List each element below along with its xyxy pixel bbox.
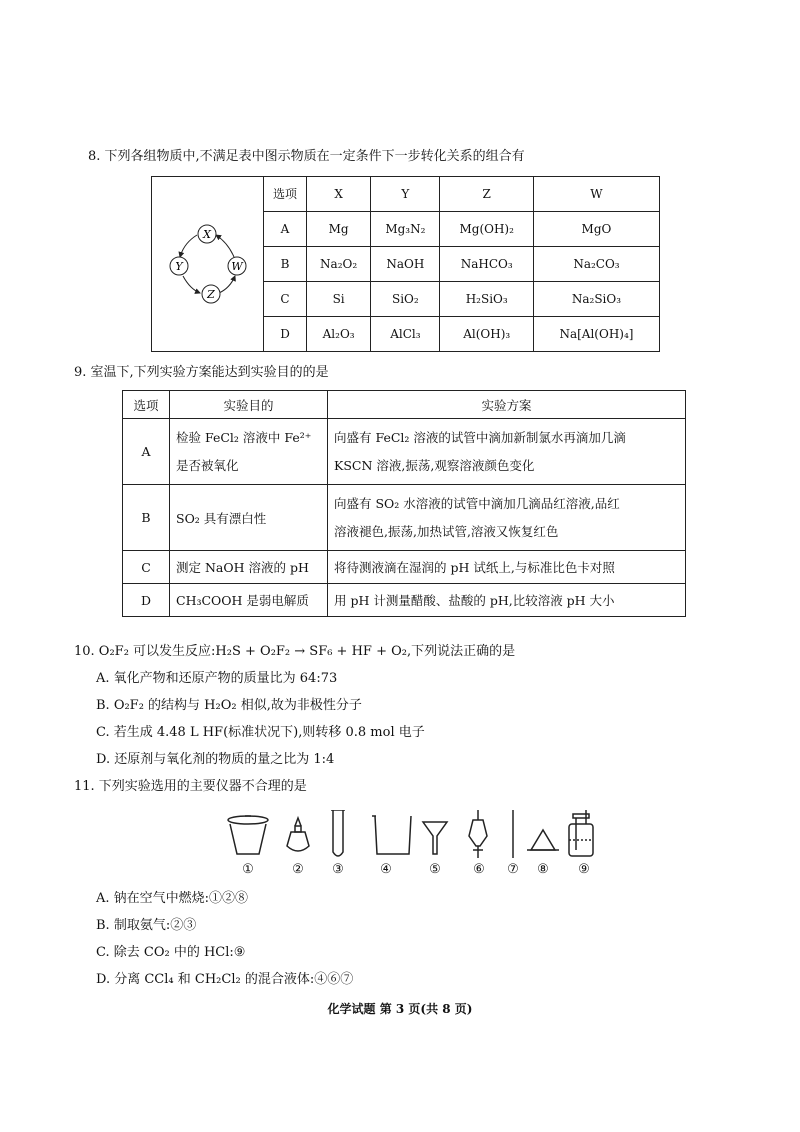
table-row — [264, 211, 659, 246]
q10-option-a: A. 氧化产物和还原产物的质量比为 64:73 — [96, 671, 338, 686]
q9-plan-cell: 用 pH 计测量醋酸、盐酸的 pH,比较溶液 pH 大小 — [328, 584, 686, 617]
q9-plan-cell: 将待测液滴在湿润的 pH 试纸上,与标准比色卡对照 — [328, 551, 686, 584]
label-3: ③ — [332, 862, 344, 877]
q8-cell-z: Al(OH)₃ — [440, 316, 533, 351]
q9-goal-line: SO₂ 具有漂白性 — [176, 510, 267, 526]
q8-row-option: A — [264, 211, 307, 246]
arrow-y-to-z — [183, 276, 200, 293]
node-z-label: Z — [207, 288, 215, 301]
q9-goal-line: 是否被氧化 — [176, 457, 239, 473]
q11-option-a: A. 钠在空气中燃烧:①②⑧ — [96, 891, 249, 906]
q8-cell-z: Mg(OH)₂ — [440, 211, 533, 246]
q9-header-plan: 实验方案 — [328, 391, 686, 419]
q9-plan-cell — [328, 485, 686, 551]
q9-goal-cell: CH₃COOH 是弱电解质 — [170, 584, 328, 617]
q8-row-option: D — [264, 316, 307, 351]
arrow-z-to-w — [219, 276, 235, 293]
q8-cell-z: NaHCO₃ — [440, 246, 533, 281]
q8-header-w: W — [533, 177, 659, 211]
arrow-x-to-y — [180, 235, 197, 257]
label-1: ① — [242, 862, 254, 877]
q10-option-d: D. 还原剂与氧化剂的物质的量之比为 1:4 — [96, 752, 335, 767]
q9-row-option: A — [123, 419, 170, 485]
q8-cell-x: Al₂O₃ — [307, 316, 371, 351]
q9-goal-cell — [170, 419, 328, 485]
q8-data-table — [264, 177, 659, 351]
label-9: ⑨ — [578, 862, 590, 877]
question-9-stem: 9. 室温下,下列实验方案能达到实验目的的是 — [74, 365, 329, 380]
page-footer: 化学试题 第 3 页(共 8 页) — [327, 1002, 473, 1016]
test-tube-icon — [331, 810, 345, 856]
table-row — [264, 316, 659, 351]
label-2: ② — [292, 862, 304, 877]
q8-cell-x: Na₂O₂ — [307, 246, 371, 281]
funnel-icon — [423, 822, 447, 854]
q9-header-goal: 实验目的 — [170, 391, 328, 419]
q9-goal-cell — [170, 485, 328, 551]
table-row — [123, 485, 686, 551]
question-10-stem: 10. O₂F₂ 可以发生反应:H₂S + O₂F₂ → SF₆ + HF + O₂,下列说法正确的是 — [74, 644, 516, 659]
crucible-icon — [228, 816, 268, 854]
q9-plan-line: 向盛有 SO₂ 水溶液的试管中滴加几滴品红溶液,品红 — [334, 495, 620, 511]
q8-cell-w: Na[Al(OH)₄] — [533, 316, 659, 351]
label-6: ⑥ — [473, 862, 485, 877]
table-row — [123, 584, 686, 617]
q8-row-option: B — [264, 246, 307, 281]
q9-plan-cell — [328, 419, 686, 485]
question-9-table — [122, 390, 686, 617]
q8-cell-w: MgO — [533, 211, 659, 246]
q10-option-b: B. O₂F₂ 的结构与 H₂O₂ 相似,故为非极性分子 — [96, 698, 362, 713]
q10-option-c: C. 若生成 4.48 L HF(标准状况下),则转移 0.8 mol 电子 — [96, 725, 425, 740]
q8-header-z: Z — [440, 177, 533, 211]
label-8: ⑧ — [537, 862, 549, 877]
q8-cell-x: Mg — [307, 211, 371, 246]
label-4: ④ — [380, 862, 392, 877]
table-row — [264, 281, 659, 316]
clay-triangle-icon — [527, 830, 559, 850]
q9-plan-line: KSCN 溶液,振荡,观察溶液颜色变化 — [334, 457, 535, 473]
q9-row-option: C — [123, 551, 170, 584]
arrow-w-to-x — [216, 235, 234, 257]
q8-cell-x: Si — [307, 281, 371, 316]
table-row — [264, 246, 659, 281]
beaker-icon — [372, 816, 411, 854]
node-y-label: Y — [175, 260, 183, 273]
q8-cell-w: Na₂CO₃ — [533, 246, 659, 281]
q8-cell-z: H₂SiO₃ — [440, 281, 533, 316]
node-w-label: W — [231, 260, 243, 273]
q9-header-option: 选项 — [123, 391, 170, 419]
label-7: ⑦ — [507, 862, 519, 877]
table-row — [123, 419, 686, 485]
q9-plan-line: 向盛有 FeCl₂ 溶液的试管中滴加新制氯水再滴加几滴 — [334, 429, 626, 445]
q8-cell-y: Mg₃N₂ — [371, 211, 440, 246]
question-8-table — [151, 176, 660, 352]
alcohol-lamp-icon — [287, 818, 309, 851]
q11-option-b: B. 制取氨气:②③ — [96, 918, 197, 933]
q8-cell-y: SiO₂ — [371, 281, 440, 316]
gas-washing-bottle-icon — [569, 810, 593, 856]
q9-goal-cell: 测定 NaOH 溶液的 pH — [170, 551, 328, 584]
q9-goal-line: 检验 FeCl₂ 溶液中 Fe²⁺ — [176, 429, 312, 445]
separatory-funnel-icon — [469, 810, 487, 858]
label-5: ⑤ — [429, 862, 441, 877]
q11-option-c: C. 除去 CO₂ 中的 HCl:⑨ — [96, 945, 246, 960]
question-11-stem: 11. 下列实验选用的主要仪器不合理的是 — [74, 779, 307, 794]
table-row — [123, 551, 686, 584]
q8-header-y: Y — [371, 177, 440, 211]
node-x-label: X — [203, 228, 211, 241]
q8-header-option: 选项 — [264, 177, 307, 211]
q8-cell-y: NaOH — [371, 246, 440, 281]
q11-option-d: D. 分离 CCl₄ 和 CH₂Cl₂ 的混合液体:④⑥⑦ — [96, 972, 354, 987]
q8-cell-y: AlCl₃ — [371, 316, 440, 351]
question-8-stem: 8. 下列各组物质中,不满足表中图示物质在一定条件下一步转化关系的组合有 — [88, 149, 525, 164]
q9-row-option: D — [123, 584, 170, 617]
q8-header-x: X — [307, 177, 371, 211]
q9-row-option: B — [123, 485, 170, 551]
q9-plan-line: 溶液褪色,振荡,加热试管,溶液又恢复红色 — [334, 523, 559, 539]
conversion-cycle-diagram — [152, 177, 264, 351]
q8-cell-w: Na₂SiO₃ — [533, 281, 659, 316]
q8-row-option: C — [264, 281, 307, 316]
